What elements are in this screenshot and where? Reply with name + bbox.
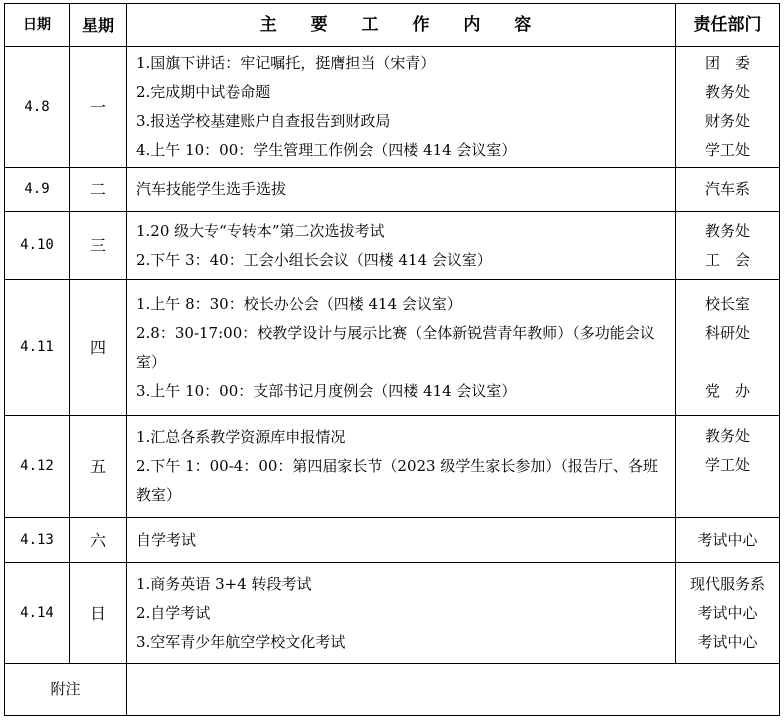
content-item: 3.空军青少年航空学校文化考试 <box>136 632 346 651</box>
header-dept: 责任部门 <box>676 4 780 47</box>
content-item: 1.国旗下讲话：牢记嘱托，挺膺担当（宋青） <box>136 54 436 72</box>
dept-cell <box>676 416 780 518</box>
content-item: 1.20 级大专“专转本”第二次选拔考试 <box>136 221 385 240</box>
content-cell <box>127 280 676 416</box>
table-row <box>5 518 780 563</box>
header-row <box>5 4 780 47</box>
dept-item: 工 会 <box>704 250 750 269</box>
dept-item: 教务处 <box>704 427 750 445</box>
table-row <box>5 563 780 664</box>
dept-cell <box>676 280 780 416</box>
dept-cell <box>676 47 780 168</box>
content-item: 2.自学考试 <box>136 603 211 622</box>
weekday-cell: 日 <box>70 563 127 664</box>
header-weekday: 星期 <box>70 4 127 47</box>
date-cell: 4.13 <box>5 518 70 563</box>
dept-item: 考试中心 <box>697 530 758 549</box>
footer-label: 附注 <box>5 664 127 716</box>
content-item: 汽车技能学生选手选拔 <box>136 180 287 198</box>
dept-item: 考试中心 <box>697 603 758 622</box>
dept-item: 考试中心 <box>697 632 758 651</box>
date-cell: 4.8 <box>5 47 70 168</box>
content-cell <box>127 563 676 664</box>
content-cell <box>127 168 676 212</box>
dept-item: 财务处 <box>704 112 750 130</box>
weekly-schedule-table <box>4 3 780 716</box>
dept-cell <box>676 518 780 563</box>
weekday-cell: 四 <box>70 280 127 416</box>
content-cell <box>127 212 676 280</box>
date-cell: 4.12 <box>5 416 70 518</box>
content-item: 自学考试 <box>136 530 197 549</box>
weekday-cell: 三 <box>70 212 127 280</box>
content-item: 1.商务英语 3+4 转段考试 <box>136 574 312 593</box>
content-item: 1.汇总各系教学资源库申报情况 <box>136 428 346 446</box>
table-row <box>5 416 780 518</box>
table-row <box>5 47 780 168</box>
dept-item: 团 委 <box>704 54 750 72</box>
weekday-cell: 二 <box>70 168 127 212</box>
dept-item: 党 办 <box>704 381 750 400</box>
weekday-cell: 五 <box>70 416 127 518</box>
dept-item: 学工处 <box>704 141 750 159</box>
date-cell: 4.11 <box>5 280 70 416</box>
dept-item: 汽车系 <box>704 180 750 198</box>
content-cell <box>127 416 676 518</box>
dept-item: 现代服务系 <box>689 574 765 593</box>
content-item: 2.8：30-17:00：校教学设计与展示比赛（全体新锐营青年教师）（多功能会议室） <box>136 323 655 371</box>
date-cell: 4.9 <box>5 168 70 212</box>
date-cell: 4.14 <box>5 563 70 664</box>
table-row <box>5 212 780 280</box>
footer-row <box>5 664 780 716</box>
dept-item: 学工处 <box>704 456 750 474</box>
dept-item: 科研处 <box>704 323 750 342</box>
table-row <box>5 280 780 416</box>
dept-item: 校长室 <box>704 294 750 313</box>
dept-cell <box>676 212 780 280</box>
content-item: 2.下午 3：40：工会小组长会议（四楼 414 会议室） <box>136 250 492 269</box>
content-cell <box>127 47 676 168</box>
footer-value <box>127 664 780 716</box>
content-item: 2.下午 1：00-4：00：第四届家长节（2023 级学生家长参加）（报告厅、各班教室） <box>136 457 658 504</box>
dept-cell <box>676 563 780 664</box>
date-cell: 4.10 <box>5 212 70 280</box>
content-item: 2.完成期中试卷命题 <box>136 83 271 101</box>
dept-spacer <box>676 348 779 377</box>
content-item: 3.上午 10：00：支部书记月度例会（四楼 414 会议室） <box>136 381 517 400</box>
header-content: 主 要 工 作 内 容 <box>127 4 676 47</box>
table-row <box>5 168 780 212</box>
dept-item: 教务处 <box>704 221 750 240</box>
weekday-cell: 一 <box>70 47 127 168</box>
header-date: 日期 <box>5 4 70 47</box>
content-item: 3.报送学校基建账户自查报告到财政局 <box>136 112 391 130</box>
content-item: 1.上午 8：30：校长办公会（四楼 414 会议室） <box>136 294 462 313</box>
content-cell <box>127 518 676 563</box>
content-item: 4.上午 10：00：学生管理工作例会（四楼 414 会议室） <box>136 141 517 159</box>
dept-item: 教务处 <box>704 83 750 101</box>
dept-cell <box>676 168 780 212</box>
weekday-cell: 六 <box>70 518 127 563</box>
